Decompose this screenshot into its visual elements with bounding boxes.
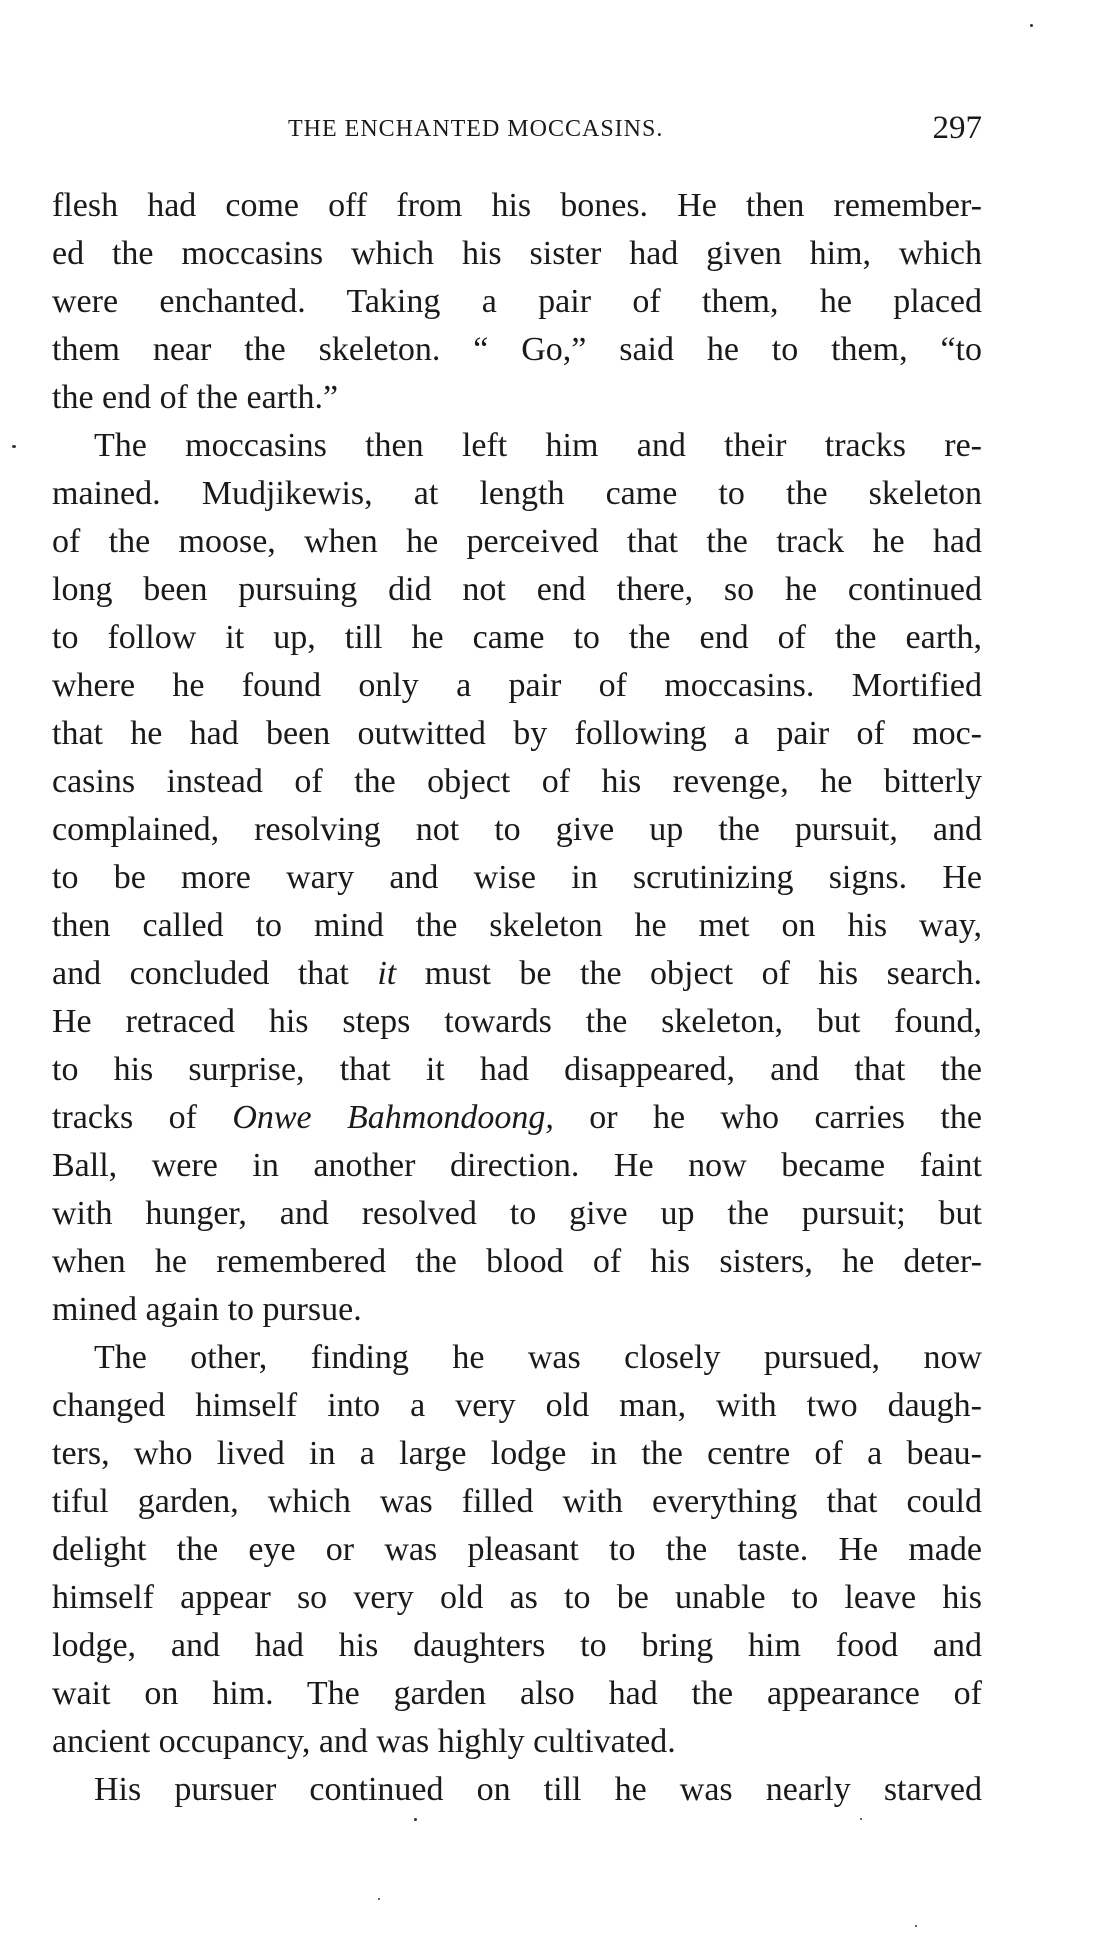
paragraph-4 [52,1766,982,1814]
text-line: ancient occupancy, and was highly cultivated. [52,1723,676,1760]
scan-speck [860,1818,862,1820]
scan-speck [378,1898,380,1900]
scan-speck [915,1925,917,1927]
body-text [52,182,982,1814]
text-line: to his surprise, that it had disappeared, and that the [52,1051,982,1088]
scan-speck [12,445,16,448]
text-line: that he had been outwitted by following a pair of moc- [52,715,982,752]
text-line: The other, finding he was closely pursued, now [94,1339,982,1376]
line-segment: tracks of [52,1099,197,1136]
text-line: ters, who lived in a large lodge in the centre of a beau- [52,1435,982,1472]
page-number: 297 [932,110,982,146]
scan-speck [1030,24,1033,27]
text-line: changed himself into a very old man, with two daugh- [52,1387,982,1424]
text-line: to follow it up, till he came to the end of the earth, [52,619,982,656]
text-line: casins instead of the object of his revenge, he bitterly [52,763,982,800]
running-head [52,110,982,150]
text-line: with hunger, and resolved to give up the pursuit; but [52,1195,982,1232]
text-line: mained. Mudjikewis, at length came to the skeleton [52,475,982,512]
text-line: The moccasins then left him and their tracks re- [94,427,982,464]
paragraph-3 [52,1334,982,1766]
text-line: to be more wary and wise in scrutinizing signs. He [52,859,982,896]
text-line: were enchanted. Taking a pair of them, he placed [52,283,982,320]
paragraph-1 [52,182,982,422]
text-line: where he found only a pair of moccasins. Mortified [52,667,982,704]
text-line: delight the eye or was pleasant to the taste. He made [52,1531,982,1568]
text-line: then called to mind the skeleton he met on his way, [52,907,982,944]
text-line: complained, resolving not to give up the pursuit, and [52,811,982,848]
italic-name: Onwe Bahmondoong, [232,1099,554,1136]
line-segment: must be the object of his search. [424,955,983,992]
text-line [52,950,982,998]
text-line: flesh had come off from his bones. He then remember- [52,187,982,224]
text-line: wait on him. The garden also had the appearance of [52,1675,982,1712]
text-line: himself appear so very old as to be unable to leave his [52,1579,982,1616]
line-segment: and concluded that [52,955,349,992]
text-line [52,1094,982,1142]
line-segment: or he who carries the [589,1099,982,1136]
text-line: of the moose, when he perceived that the track he had [52,523,982,560]
text-line: He retraced his steps towards the skeleton, but found, [52,1003,982,1040]
running-title: THE ENCHANTED MOCCASINS. [288,116,664,142]
text-line: the end of the earth.” [52,379,339,416]
text-line: when he remembered the blood of his sisters, he deter- [52,1243,982,1280]
text-line: lodge, and had his daughters to bring him food and [52,1627,982,1664]
text-line: His pursuer continued on till he was nearly starved [94,1771,982,1808]
text-line: tiful garden, which was filled with everything that could [52,1483,982,1520]
text-line: Ball, were in another direction. He now became faint [52,1147,982,1184]
text-line: ed the moccasins which his sister had given him, which [52,235,982,272]
paragraph-2 [52,422,982,1334]
text-line: long been pursuing did not end there, so he continued [52,571,982,608]
italic-emphasis: it [377,955,397,992]
text-line: them near the skeleton. “ Go,” said he to them, “to [52,331,982,368]
text-line: mined again to pursue. [52,1291,362,1328]
scan-speck [414,1818,417,1821]
